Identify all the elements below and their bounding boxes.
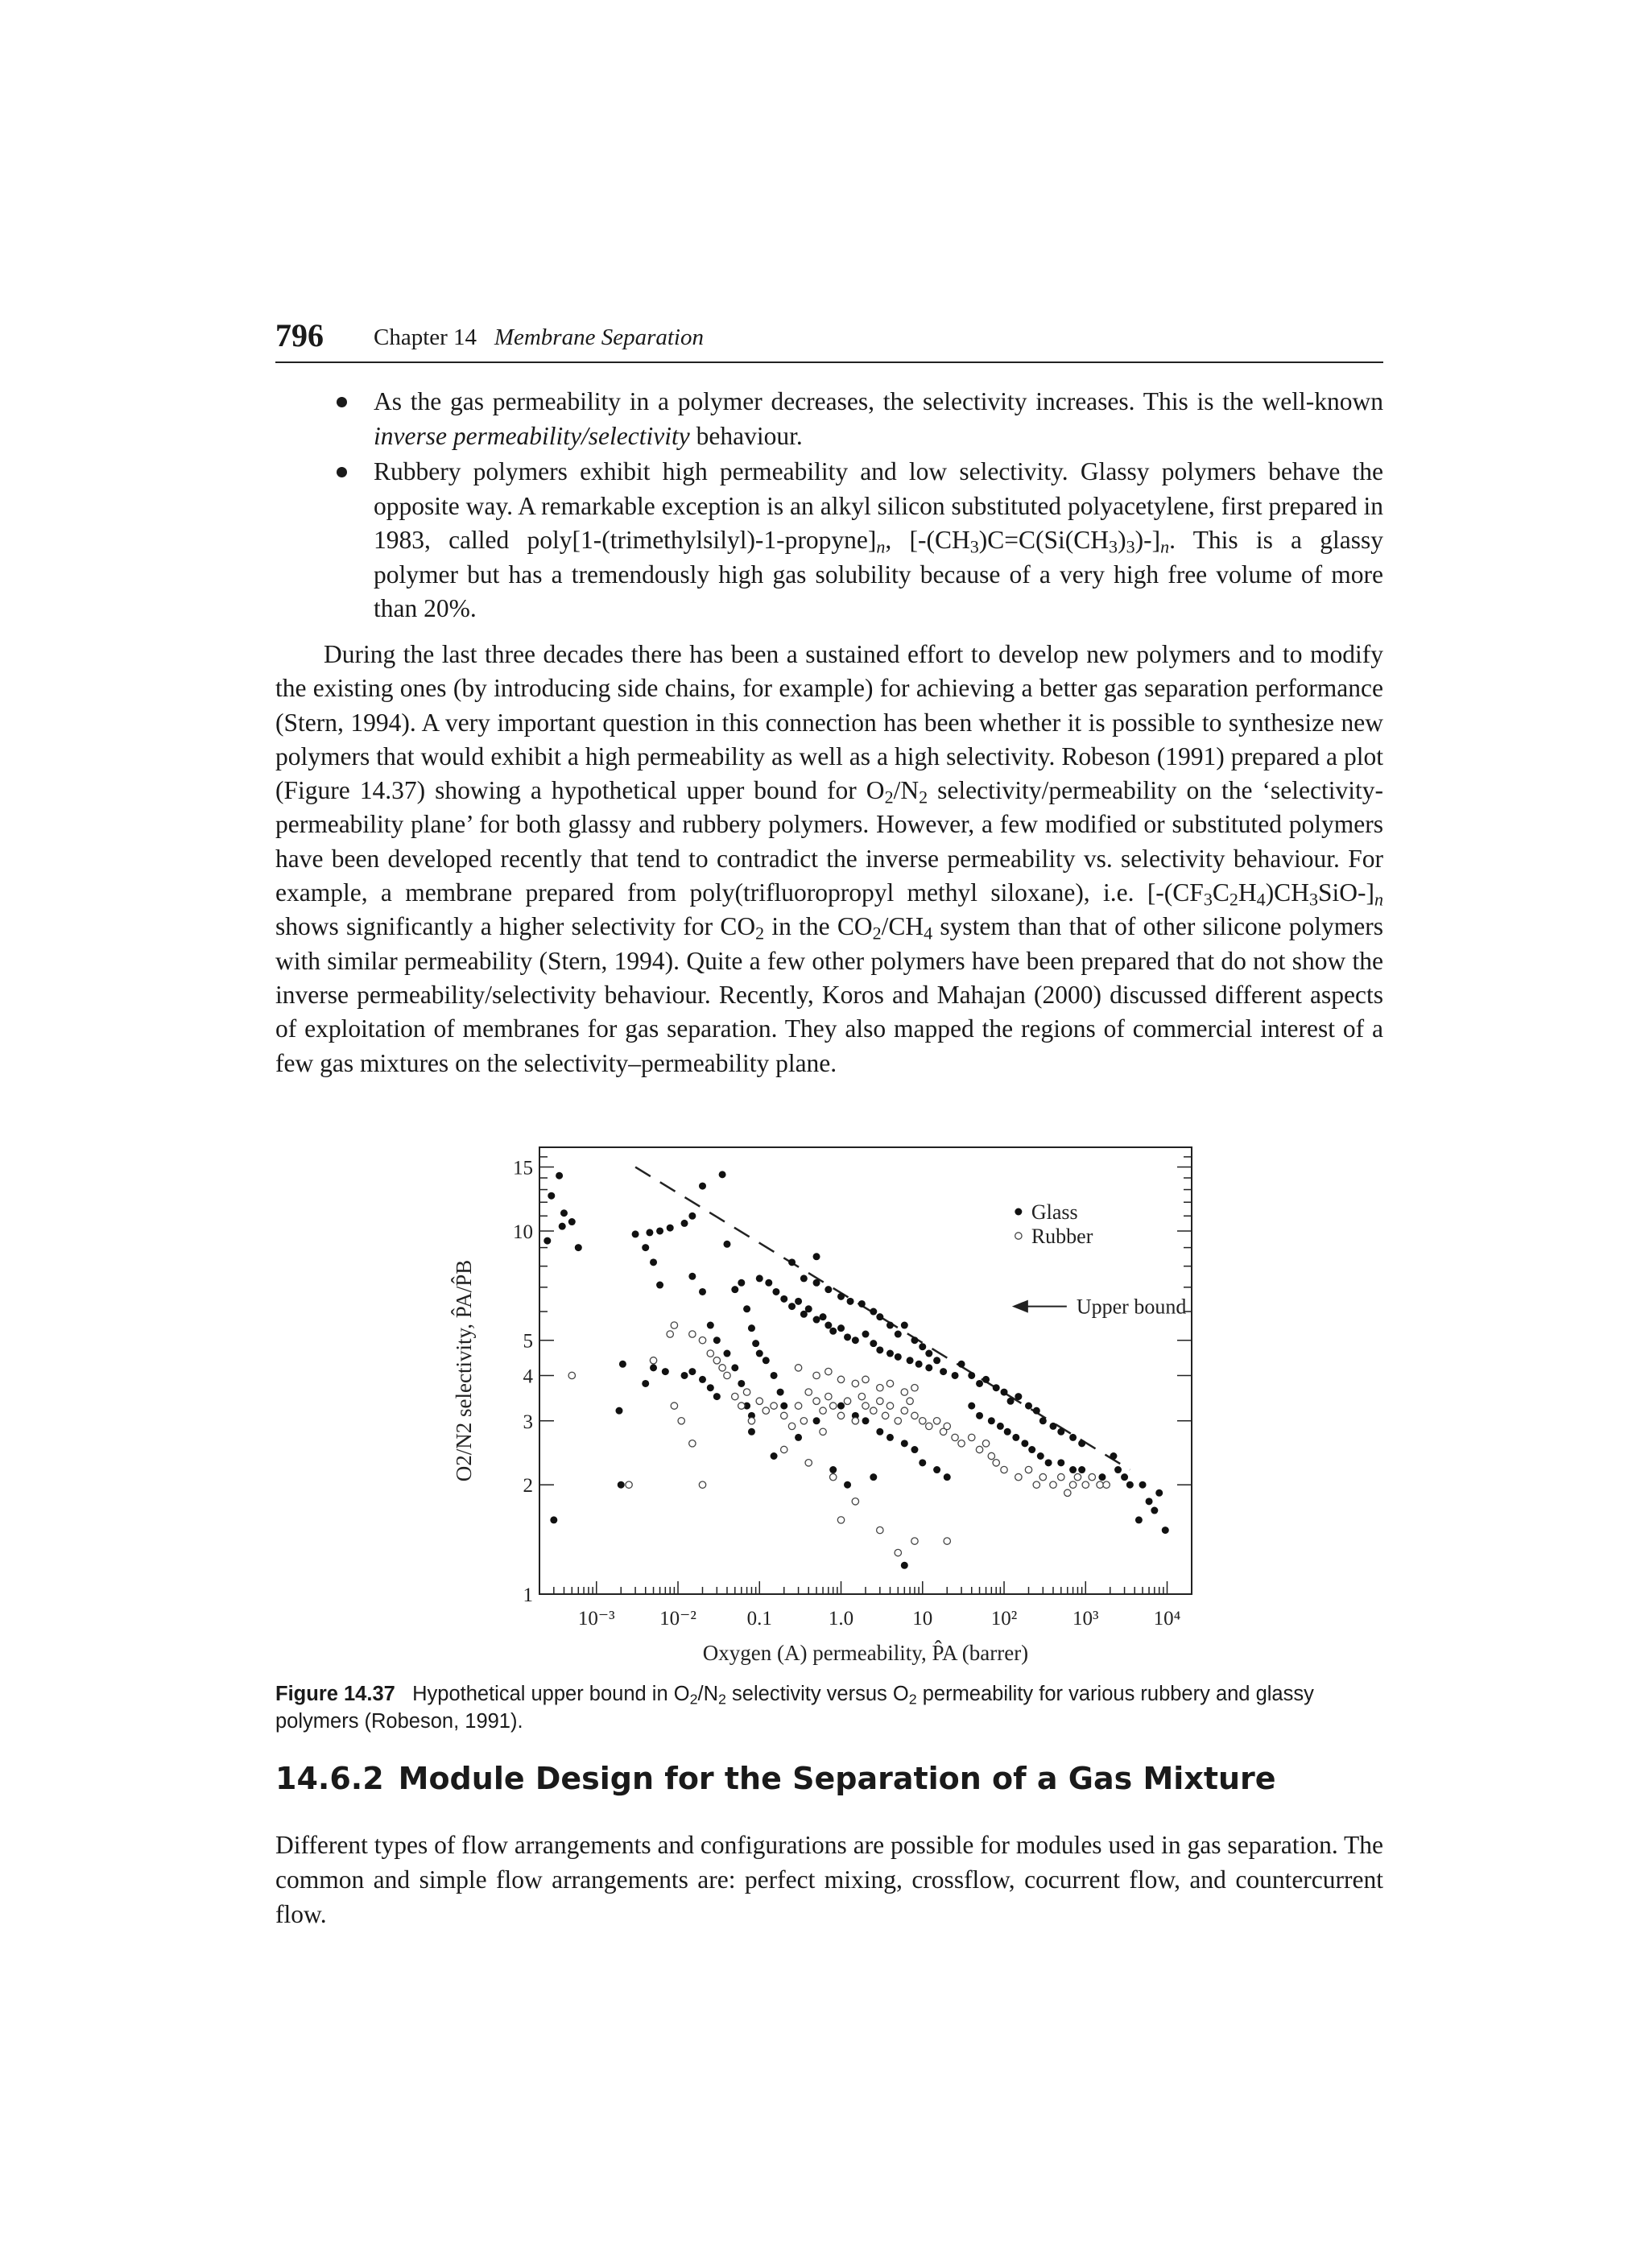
rubber-data-point (837, 1376, 844, 1382)
rubber-data-point (800, 1418, 807, 1424)
glass-data-point (632, 1230, 639, 1237)
rubber-data-point (1039, 1473, 1046, 1480)
glass-data-point (862, 1417, 870, 1424)
glass-data-point (976, 1380, 983, 1387)
glass-data-point (933, 1357, 940, 1364)
glass-data-point (656, 1227, 663, 1234)
glass-data-point (933, 1466, 940, 1473)
glass-data-point (813, 1253, 820, 1260)
rubber-data-point (820, 1428, 826, 1435)
glass-data-point (1110, 1452, 1117, 1460)
rubber-data-point (805, 1460, 812, 1466)
rubber-data-point (568, 1372, 575, 1378)
glass-data-point (1069, 1434, 1077, 1441)
glass-data-point (575, 1244, 582, 1251)
glass-data-point (858, 1300, 866, 1308)
glass-data-point (1045, 1459, 1052, 1466)
rubber-data-point (988, 1452, 994, 1459)
y-tick-label: 1 (523, 1584, 533, 1606)
glass-data-point (1012, 1434, 1019, 1441)
rubber-data-point (944, 1423, 950, 1429)
glass-data-point (1049, 1423, 1056, 1430)
legend-glass-label: Glass (1031, 1200, 1078, 1225)
x-tick-label: 10² (990, 1608, 1018, 1630)
glass-data-point (713, 1393, 721, 1400)
rubber-data-point (626, 1481, 632, 1488)
glass-data-point (829, 1328, 837, 1335)
rubber-data-point (788, 1423, 795, 1429)
glass-data-point (723, 1241, 730, 1248)
rubber-data-point (763, 1407, 769, 1414)
glass-data-point (968, 1372, 975, 1379)
x-tick-label: 1.0 (828, 1608, 854, 1630)
y-tick-label: 5 (523, 1330, 533, 1353)
glass-data-point (940, 1368, 947, 1375)
glass-data-point (681, 1372, 688, 1379)
glass-data-point (559, 1223, 566, 1230)
glass-data-point (780, 1403, 787, 1410)
glass-data-point (1069, 1466, 1077, 1473)
chapter-title: Membrane Separation (494, 324, 704, 350)
glass-data-point (911, 1336, 918, 1344)
rubber-data-point (886, 1403, 893, 1409)
rubber-data-point (877, 1526, 883, 1533)
glass-data-point (795, 1298, 802, 1305)
glass-data-point (763, 1357, 770, 1364)
glass-data-point (619, 1361, 626, 1368)
rubber-data-point (1058, 1473, 1064, 1480)
glass-data-point (1139, 1481, 1147, 1489)
rubber-data-point (958, 1440, 965, 1447)
rubber-data-point (825, 1368, 832, 1374)
rubber-data-point (743, 1389, 750, 1395)
x-axis-label: Oxygen (A) permeability, P̂A (barrer) (702, 1641, 1029, 1665)
glass-data-point (895, 1331, 902, 1338)
glass-data-point (1057, 1428, 1064, 1436)
rubber-data-point (837, 1412, 844, 1419)
rubber-data-point (671, 1403, 677, 1409)
rubber-data-point (901, 1389, 907, 1395)
rubber-data-point (982, 1440, 989, 1447)
glass-data-point (642, 1244, 649, 1251)
rubber-data-point (1074, 1473, 1081, 1480)
rubber-data-point (1033, 1481, 1039, 1488)
rubber-data-point (678, 1418, 684, 1424)
rubber-data-point (699, 1481, 705, 1488)
glass-data-point (876, 1346, 883, 1353)
rubber-data-point (862, 1376, 869, 1382)
rubber-data-point (667, 1331, 673, 1337)
rubber-data-point (795, 1403, 801, 1409)
glass-data-point (1021, 1440, 1028, 1447)
rubber-data-point (771, 1403, 777, 1409)
glass-data-point (1004, 1428, 1011, 1436)
rubber-data-point (969, 1434, 975, 1440)
x-tick-label: 10³ (1072, 1608, 1099, 1630)
rubber-data-point (886, 1380, 893, 1386)
section-heading (275, 1761, 1276, 1796)
rubber-data-point (671, 1322, 677, 1328)
rubber-data-point (689, 1331, 696, 1337)
glass-data-point (1155, 1489, 1163, 1497)
rubber-data-point (870, 1407, 877, 1414)
page-number: 796 (275, 317, 324, 353)
glass-data-point (837, 1293, 845, 1300)
glass-data-point (548, 1192, 555, 1200)
glass-data-point (944, 1473, 951, 1481)
rubber-data-point (1103, 1481, 1110, 1488)
glass-data-point (752, 1340, 759, 1347)
glass-data-point (813, 1316, 820, 1324)
bullet-list (275, 385, 1383, 628)
rubber-data-point (882, 1412, 888, 1419)
glass-data-point (1078, 1440, 1085, 1447)
rubber-data-point (858, 1393, 865, 1399)
glass-data-point (1151, 1507, 1158, 1514)
legend-rubber-marker (1015, 1233, 1022, 1239)
rubber-data-point (852, 1380, 858, 1386)
glass-data-point (901, 1562, 908, 1569)
rubber-data-point (926, 1423, 932, 1429)
figure-14-37-scatter-chart (435, 1131, 1240, 1679)
rubber-data-point (844, 1398, 850, 1404)
rubber-data-point (1097, 1481, 1103, 1488)
x-tick-label: 10⁻² (659, 1608, 696, 1630)
glass-data-point (568, 1218, 576, 1225)
glass-data-point (1114, 1466, 1122, 1473)
rubber-data-point (689, 1440, 696, 1447)
glass-data-point (772, 1288, 779, 1295)
glass-data-point (738, 1279, 745, 1287)
rubber-data-point (748, 1418, 754, 1424)
glass-data-point (968, 1403, 975, 1410)
figure-label: Figure 14.37 (275, 1683, 395, 1705)
glass-data-point (919, 1343, 926, 1350)
glass-data-point (800, 1274, 808, 1282)
section-body: Different types of flow arrangements and configurations are possible for modules used in gas separation. The common and simple flow arrangements are: perfect mixing, crossflow, cocurrent flow, and countercurrent flow. (275, 1831, 1383, 1928)
glass-data-point (642, 1380, 649, 1387)
glass-data-point (870, 1340, 877, 1347)
glass-data-point (662, 1368, 669, 1375)
glass-data-point (719, 1171, 726, 1178)
rubber-data-point (830, 1403, 837, 1409)
y-tick-label: 3 (523, 1411, 533, 1433)
rubber-data-point (738, 1403, 745, 1409)
glass-data-point (656, 1282, 663, 1289)
glass-data-point (688, 1368, 696, 1375)
glass-data-point (886, 1322, 894, 1329)
glass-data-point (618, 1481, 625, 1489)
y-tick-label: 10 (513, 1221, 533, 1243)
rubber-data-point (920, 1418, 926, 1424)
section-title: Module Design for the Separation of a Gas Mixture (398, 1761, 1276, 1796)
glass-data-point (707, 1322, 714, 1329)
glass-data-point (919, 1459, 926, 1466)
glass-data-point (824, 1322, 832, 1329)
rubber-data-point (1050, 1481, 1056, 1488)
glass-data-point (667, 1225, 674, 1232)
glass-data-point (837, 1403, 845, 1410)
rubber-data-point (1001, 1466, 1007, 1473)
bullet-item: Rubbery polymers exhibit high permeability and low selectivity. Glassy polymers behave the opposite way. A remarkable exception is an alkyl silicon substituted polyacetylene, first prepared in 1983, called $poly[1-(trimethylsilyl)-1-propyne]_n$, $[-(CH_3)C=C(Si(CH_3)_3)-]_n$. This is a glassy polymer but has a tremendously high gas solubility because of a very high free volume of more than 20%. (275, 455, 1383, 626)
glass-data-point (824, 1286, 832, 1293)
rubber-data-point (911, 1385, 918, 1391)
rubber-data-point (756, 1398, 763, 1404)
glass-data-point (795, 1434, 802, 1441)
glass-data-point (1162, 1526, 1169, 1534)
glass-data-point (1007, 1398, 1015, 1405)
upper-bound-arrow-head-icon (1012, 1300, 1028, 1313)
glass-data-point (780, 1295, 787, 1303)
rubber-data-point (781, 1446, 787, 1452)
rubber-data-point (781, 1412, 787, 1419)
glass-data-point (901, 1322, 908, 1329)
glass-data-point (560, 1209, 568, 1217)
rubber-data-point (852, 1418, 858, 1424)
glass-data-point (952, 1372, 959, 1379)
glass-data-point (699, 1288, 706, 1295)
glass-data-point (837, 1324, 845, 1332)
glass-data-point (688, 1212, 696, 1220)
glass-data-point (886, 1434, 894, 1441)
body-paragraph: During the last three decades there has been a sustained effort to develop new polymers and to modify the existing ones (by introducing side chains, for example) for achieving a better gas separation performance (Stern, 1994). A very important question in this connection has been whether it is possible to synthesize new polymers that would exhibit a high permeability as well as a high selectivity. Robeson (1991) prepared a plot (Figure 14.37) showing a hypothetical upper bound for $O_2/N_2$ selectivity/permeability on the ‘selectivity-permeability plane’ for both glassy and rubbery polymers. However, a few modified or substituted polymers have been developed recently that tend to contradict the inverse permeability vs. selectivity behaviour. For example, a membrane prepared from poly(trifluoropropyl methyl siloxane), i.e. $[-(CF_3C_2H_4)CH_3SiO-]_n$ shows significantly a higher selectivity for $CO_2$ in the $CO_2/CH_4$ system than that of other silicone polymers with similar permeability (Stern, 1994). Quite a few other polymers have been prepared that do not show the inverse permeability/selectivity behaviour. Recently, Koros and Mahajan (2000) discussed different aspects of exploitation of membranes for gas separation. They also mapped the regions of commercial interest of a few gas mixtures on the selectivity–permeability plane. (275, 640, 1384, 1077)
glass-data-point (1098, 1473, 1106, 1481)
glass-data-point (870, 1473, 877, 1481)
glass-data-point (713, 1336, 721, 1344)
rubber-data-point (952, 1434, 958, 1440)
glass-data-point (852, 1336, 859, 1344)
glass-data-point (1146, 1498, 1153, 1505)
glass-data-point (771, 1372, 778, 1379)
glass-data-point (895, 1353, 902, 1361)
glass-data-point (870, 1308, 877, 1316)
glass-data-point (707, 1384, 714, 1391)
glass-data-point (756, 1274, 763, 1282)
glass-data-point (1121, 1473, 1128, 1481)
rubber-data-point (1082, 1481, 1089, 1488)
y-tick-label: 15 (513, 1157, 533, 1179)
glass-data-point (805, 1305, 812, 1312)
plot-area-frame (539, 1147, 1192, 1594)
rubber-data-point (933, 1418, 940, 1424)
rubber-data-point (825, 1393, 832, 1399)
glass-data-point (813, 1279, 820, 1287)
glass-data-point (650, 1258, 657, 1266)
bullet-dot-icon (337, 397, 347, 407)
glass-data-point (1001, 1389, 1008, 1396)
glass-data-point (1078, 1466, 1085, 1473)
glass-data-point (650, 1364, 657, 1371)
rubber-data-point (795, 1365, 801, 1371)
glass-data-point (901, 1440, 908, 1447)
rubber-data-point (724, 1372, 730, 1378)
glass-data-point (886, 1350, 894, 1357)
rubber-data-point (830, 1473, 837, 1480)
rubber-data-point (944, 1538, 950, 1544)
bullet-item: As the gas permeability in a polymer decreases, the selectivity increases. This is the well-known inverse permeability/selectivity behaviour. (275, 385, 1383, 453)
glass-data-point (1033, 1407, 1040, 1415)
glass-data-point (844, 1481, 851, 1489)
glass-data-point (958, 1361, 965, 1368)
rubber-data-point (901, 1407, 907, 1414)
glass-data-point (731, 1364, 738, 1371)
glass-data-point (1135, 1516, 1143, 1523)
chapter-number: Chapter 14 (374, 324, 477, 350)
glass-data-point (907, 1357, 914, 1364)
rubber-data-point (877, 1398, 883, 1404)
glass-data-point (1039, 1417, 1047, 1424)
glass-data-point (699, 1376, 706, 1383)
glass-data-point (1015, 1393, 1022, 1400)
x-tick-label: 0.1 (746, 1608, 772, 1630)
rubber-data-point (707, 1350, 713, 1357)
glass-data-point (556, 1172, 563, 1179)
rubber-data-point (895, 1418, 901, 1424)
rubber-data-point (1025, 1466, 1031, 1473)
glass-data-point (982, 1376, 990, 1383)
rubber-data-point (820, 1407, 826, 1414)
legend-rubber-label: Rubber (1031, 1225, 1093, 1249)
glass-data-point (876, 1428, 883, 1436)
glass-data-point (976, 1412, 983, 1419)
rubber-data-point (911, 1538, 918, 1544)
rubber-data-point (862, 1403, 869, 1409)
glass-data-point (925, 1364, 932, 1371)
rubber-data-point (877, 1385, 883, 1391)
glass-data-point (847, 1298, 854, 1305)
glass-data-point (699, 1183, 706, 1190)
rubber-data-point (907, 1398, 913, 1404)
glass-data-point (688, 1273, 696, 1280)
glass-data-point (765, 1279, 772, 1287)
glass-data-point (988, 1417, 995, 1424)
rubber-data-point (650, 1357, 656, 1364)
glass-data-point (1057, 1459, 1064, 1466)
section-number: 14.6.2 (275, 1761, 384, 1796)
rubber-data-point (837, 1517, 844, 1523)
rubber-data-point (852, 1498, 858, 1505)
glass-data-point (748, 1428, 755, 1436)
glass-data-point (738, 1380, 745, 1387)
rubber-data-point (719, 1365, 725, 1371)
glass-data-point (748, 1324, 755, 1332)
glass-data-point (777, 1389, 784, 1396)
upper-bound-annotation: Upper bound (1076, 1295, 1187, 1319)
glass-data-point (788, 1303, 796, 1310)
rubber-data-point (911, 1412, 918, 1419)
rubber-data-point (699, 1337, 705, 1344)
rubber-data-point (993, 1460, 999, 1466)
glass-data-point (862, 1331, 870, 1338)
x-tick-label: 10 (912, 1608, 933, 1630)
glass-data-point (915, 1361, 923, 1368)
glass-data-point (788, 1258, 796, 1266)
glass-data-point (813, 1417, 820, 1424)
rubber-data-point (813, 1372, 820, 1378)
rubber-data-point (1089, 1473, 1095, 1480)
rubber-data-point (895, 1549, 901, 1555)
legend-glass-marker (1015, 1208, 1022, 1216)
glass-data-point (829, 1466, 837, 1473)
chapter-label (374, 324, 704, 351)
x-tick-label: 10⁻³ (577, 1608, 615, 1630)
glass-data-point (1028, 1446, 1035, 1453)
y-axis-label: O2/N2 selectivity, P̂A/P̂B (452, 1259, 476, 1482)
glass-data-point (925, 1350, 932, 1357)
rubber-data-point (732, 1393, 738, 1399)
x-tick-label: 10⁴ (1153, 1608, 1181, 1630)
y-tick-label: 2 (523, 1475, 533, 1498)
glass-data-point (911, 1446, 918, 1453)
running-head (275, 316, 1383, 363)
glass-data-point (615, 1407, 622, 1415)
glass-data-point (993, 1384, 1000, 1391)
glass-data-point (844, 1333, 851, 1341)
glass-data-point (820, 1313, 827, 1320)
glass-data-point (543, 1237, 551, 1245)
rubber-data-point (1069, 1481, 1076, 1488)
glass-data-point (723, 1350, 730, 1357)
rubber-data-point (1015, 1473, 1022, 1480)
glass-data-point (997, 1423, 1004, 1430)
glass-data-point (1025, 1403, 1032, 1410)
rubber-data-point (1064, 1489, 1071, 1496)
bullet-dot-icon (337, 467, 347, 477)
rubber-data-point (976, 1446, 982, 1452)
glass-data-point (681, 1220, 688, 1227)
figure-caption: Figure 14.37 Hypothetical upper bound in $O_2/N_2$ selectivity versus $O_2$ permeability for various rubbery and glassy polymers (Robeson, 1991). (275, 1683, 1314, 1733)
glass-data-point (756, 1350, 763, 1357)
rubber-data-point (805, 1389, 812, 1395)
rubber-data-point (813, 1398, 820, 1404)
glass-data-point (743, 1305, 750, 1312)
glass-data-point (1037, 1452, 1044, 1460)
glass-data-point (550, 1516, 557, 1523)
glass-data-point (1126, 1481, 1134, 1489)
y-tick-label: 4 (523, 1365, 533, 1388)
glass-data-point (731, 1286, 738, 1293)
glass-data-point (646, 1229, 653, 1236)
glass-data-point (771, 1452, 778, 1460)
glass-data-point (876, 1313, 883, 1320)
rubber-data-point (713, 1357, 720, 1364)
